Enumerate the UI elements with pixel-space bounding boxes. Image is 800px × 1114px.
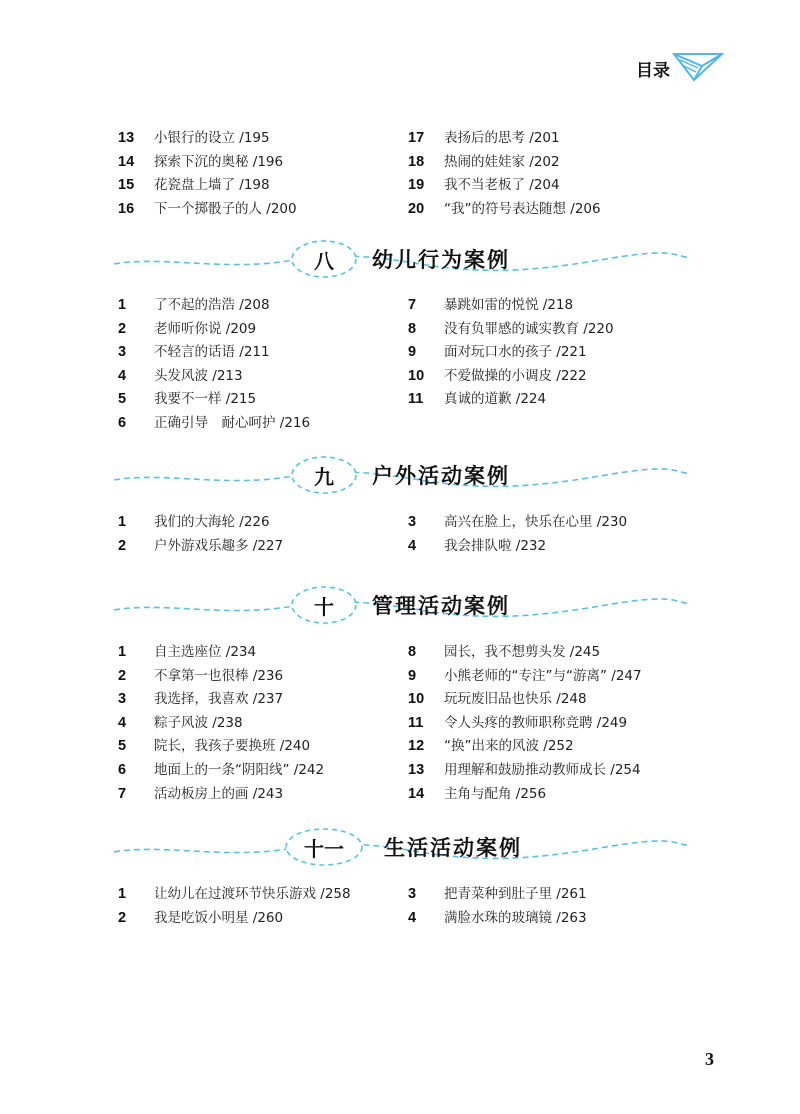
toc-entry[interactable]: 6 地面上的一条“阴阳线” /242 <box>118 761 325 778</box>
toc-entry[interactable]: 15 花瓷盘上墙了 /198 <box>118 177 270 194</box>
toc-entry[interactable]: 19 我不当老板了 /204 <box>408 177 560 194</box>
toc-entry[interactable]: 4 粽子风波 /238 <box>118 714 243 731</box>
section-list <box>118 641 698 806</box>
toc-entry[interactable]: 1 了不起的浩浩 /208 <box>118 297 270 313</box>
section-heading-band <box>100 450 700 500</box>
toc-entry[interactable]: 18 热闹的娃娃家 /202 <box>408 153 560 170</box>
toc-entry[interactable]: 7 活动板房上的画 /243 <box>118 785 284 802</box>
toc-entry[interactable]: 3 高兴在脸上，快乐在心里 /230 <box>408 514 628 530</box>
list-column-left <box>118 641 408 806</box>
list-column-right <box>408 641 698 806</box>
toc-entry[interactable]: 4 满脸水珠的玻璃镜 /263 <box>408 909 587 926</box>
toc-entry[interactable]: 2 老师听你说 /209 <box>118 320 257 337</box>
toc-entry[interactable]: 12 “换”出来的风波 /252 <box>408 738 574 755</box>
toc-entry[interactable]: 13 用理解和鼓励推动教师成长 /254 <box>408 761 641 778</box>
toc-entry[interactable]: 20 “我”的符号表达随想 /206 <box>408 200 601 217</box>
toc-entry[interactable]: 10 玩玩废旧品也快乐 /248 <box>408 691 587 708</box>
list-column-left <box>118 127 408 221</box>
toc-entry[interactable]: 9 面对玩口水的孩子 /221 <box>408 344 587 361</box>
section-list <box>118 294 698 436</box>
paper-plane-icon <box>672 50 724 84</box>
list-column-left <box>118 511 408 558</box>
toc-entry[interactable]: 14 探索下沉的奥秘 /196 <box>118 153 284 170</box>
page-number: 3 <box>705 1049 714 1069</box>
chapter-title: 户外活动案例 <box>372 464 510 488</box>
chapter-number: 九 <box>314 465 334 489</box>
toc-entry[interactable]: 3 不轻言的话语 /211 <box>118 344 270 361</box>
toc-entry[interactable]: 11 令人头疼的教师职称竞聘 /249 <box>408 714 628 731</box>
toc-entry[interactable]: 6 正确引导 耐心呵护 /216 <box>118 414 311 431</box>
toc-entry[interactable]: 17 表扬后的思考 /201 <box>408 130 560 146</box>
section-list <box>118 511 698 558</box>
chapter-title: 幼儿行为案例 <box>372 248 510 272</box>
section-list <box>118 883 698 930</box>
toc-entry[interactable]: 4 我会排队啦 /232 <box>408 537 547 554</box>
toc-entry[interactable]: 2 不拿第一也很棒 /236 <box>118 667 284 684</box>
chapter-number: 十 <box>314 595 334 619</box>
toc-entry[interactable]: 1 我们的大海轮 /226 <box>118 514 270 530</box>
toc-entry[interactable]: 2 户外游戏乐趣多 /227 <box>118 537 284 554</box>
chapter-title: 管理活动案例 <box>372 594 510 618</box>
list-column-left <box>118 883 408 930</box>
section-list <box>118 127 698 221</box>
toc-entry[interactable]: 1 自主选座位 /234 <box>118 644 257 660</box>
toc-entry[interactable]: 14 主角与配角 /256 <box>408 785 547 802</box>
toc-entry[interactable]: 11 真诚的道歉 /224 <box>408 391 547 408</box>
page-header <box>636 56 670 81</box>
toc-entry[interactable]: 5 院长，我孩子要换班 /240 <box>118 738 311 755</box>
list-column-right <box>408 511 698 558</box>
section-heading-band <box>100 580 700 630</box>
toc-entry[interactable]: 7 暴跳如雷的悦悦 /218 <box>408 297 574 313</box>
list-column-left <box>118 294 408 436</box>
toc-entry[interactable]: 2 我是吃饭小明星 /260 <box>118 909 284 926</box>
toc-entry[interactable]: 1 让幼儿在过渡环节快乐游戏 /258 <box>118 886 351 902</box>
chapter-number: 十一 <box>304 837 344 861</box>
toc-entry[interactable]: 5 我要不一样 /215 <box>118 391 257 408</box>
chapter-number: 八 <box>314 249 334 273</box>
toc-title: 目录 <box>636 61 670 81</box>
toc-entry[interactable]: 10 不爱做操的小调皮 /222 <box>408 367 587 384</box>
section-heading-band <box>100 822 700 872</box>
list-column-right <box>408 883 698 930</box>
toc-entry[interactable]: 3 我选择，我喜欢 /237 <box>118 691 284 708</box>
toc-entry[interactable]: 8 园长，我不想剪头发 /245 <box>408 644 601 660</box>
section-heading-band <box>100 234 700 284</box>
toc-entry[interactable]: 13 小银行的设立 /195 <box>118 130 270 146</box>
toc-entry[interactable]: 4 头发风波 /213 <box>118 367 243 384</box>
toc-entry[interactable]: 8 没有负罪感的诚实教育 /220 <box>408 320 614 337</box>
list-column-right <box>408 127 698 221</box>
chapter-title: 生活活动案例 <box>384 836 522 860</box>
list-column-right <box>408 294 698 436</box>
toc-entry[interactable]: 9 小熊老师的“专注”与“游离” /247 <box>408 667 642 684</box>
toc-entry[interactable]: 3 把青菜种到肚子里 /261 <box>408 886 587 902</box>
toc-entry[interactable]: 16 下一个掷骰子的人 /200 <box>118 200 297 217</box>
